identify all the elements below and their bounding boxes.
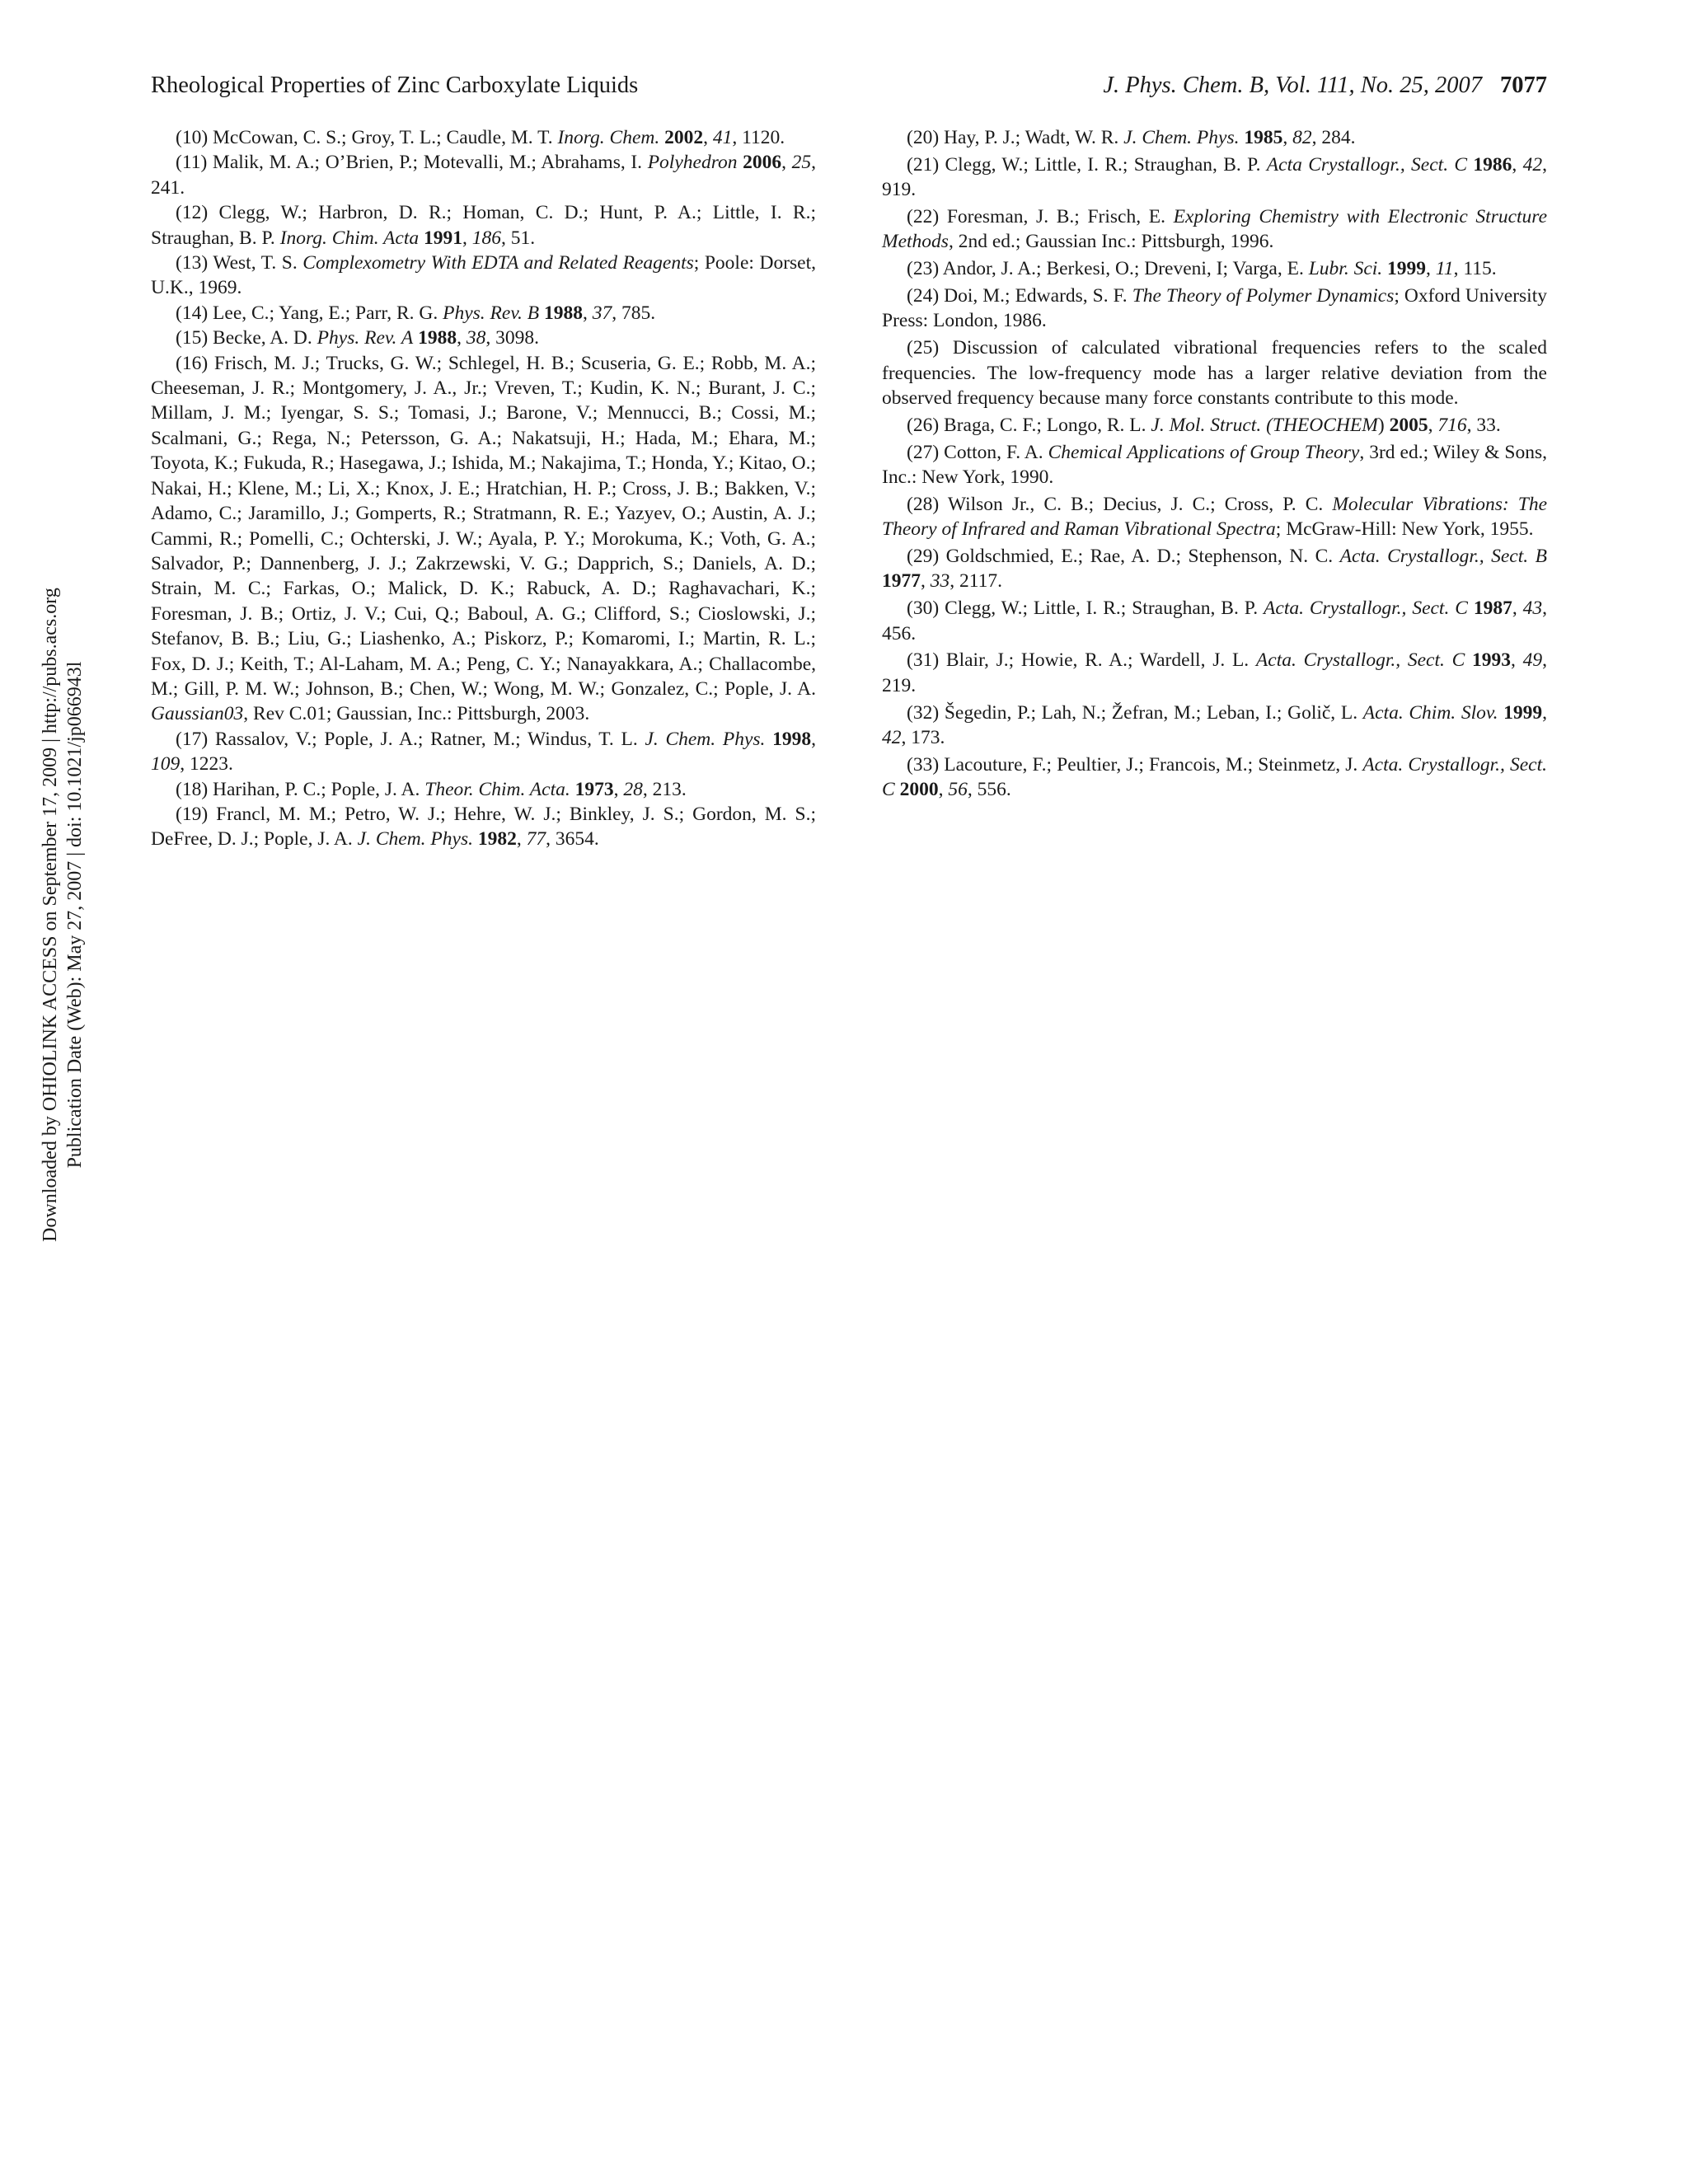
running-title: Rheological Properties of Zinc Carboxylate Liquids [151, 73, 639, 98]
reference-text: , 3rd ed.; Wiley & Sons, Inc.: New York, 1990. [882, 441, 1547, 489]
reference-text: Theor. Chim. Acta. [424, 778, 570, 800]
reference-text: , 1120. [732, 127, 785, 148]
reference-item [882, 596, 1547, 646]
reference-text: , 219. [882, 649, 1548, 696]
reference-text: , [811, 728, 817, 750]
reference-text: 1991 [423, 227, 462, 249]
reference-text: , 785. [612, 302, 656, 324]
reference-text: , 213. [642, 778, 687, 800]
reference-text: Polyhedron [647, 152, 738, 174]
reference-text: Blair, J.; Howie, R. A.; Wardell, J. L. [945, 649, 1256, 672]
reference-text: 49 [1522, 649, 1543, 672]
reference-text: Inorg. Chem. [557, 127, 660, 148]
reference-text: 1988 [418, 327, 457, 349]
reference-text: Clegg, W.; Little, I. R.; Straughan, B. P. [945, 598, 1264, 620]
reference-text: Lee, C.; Yang, E.; Parr, R. G. [213, 302, 443, 324]
reference-text: , 1223. [180, 753, 233, 776]
reference-text: , [1426, 258, 1436, 280]
reference-text: Phys. Rev. A [316, 327, 414, 349]
reference-number: (10) [176, 127, 209, 148]
reference-text: Cotton, F. A. [944, 441, 1048, 463]
reference-text: , 919. [882, 153, 1548, 201]
reference-text: , [1282, 127, 1293, 148]
reference-text: 1988 [544, 302, 584, 324]
download-line: Downloaded by OHIOLINK ACCESS on September 17, 2009 | http://pubs.acs.org [40, 588, 61, 1242]
reference-text: Exploring Chemistry with Electronic Structure Methods [882, 206, 1548, 253]
reference-number: (14) [176, 302, 209, 324]
reference-item [151, 351, 816, 727]
reference-number: (25) [907, 337, 940, 359]
reference-text: Rassalov, V.; Pople, J. A.; Ratner, M.; Windus, T. L. [214, 728, 645, 750]
reference-text: Clegg, W.; Harbron, D. R.; Homan, C. D.; Hunt, P. A.; Little, I. R.; Straughan, B. P. [151, 202, 816, 249]
reference-item [882, 752, 1547, 803]
reference-text: 716 [1437, 414, 1467, 436]
reference-text: 37 [592, 302, 612, 324]
reference-number: (32) [907, 701, 940, 724]
reference-number: (29) [907, 546, 940, 568]
reference-number: (12) [176, 202, 209, 224]
reference-text: 2006 [743, 152, 782, 174]
reference-item [882, 701, 1547, 751]
reference-text: 25 [791, 152, 812, 174]
reference-text: 1977 [882, 570, 921, 593]
reference-text: , [781, 152, 792, 174]
reference-text: Becke, A. D. [213, 327, 317, 349]
reference-item [151, 777, 816, 802]
reference-text: 33 [930, 570, 950, 593]
reference-text: , [1512, 153, 1523, 176]
reference-number: (22) [907, 206, 940, 227]
reference-text: 1999 [1503, 701, 1543, 724]
page-number: 7077 [1500, 73, 1547, 98]
reference-text: J. Chem. Phys. [645, 728, 766, 750]
reference-text: Braga, C. F.; Longo, R. L. [944, 414, 1151, 436]
reference-item [882, 544, 1547, 594]
reference-item [882, 152, 1547, 203]
reference-item [882, 440, 1547, 490]
reference-text: , [938, 779, 949, 801]
reference-text: ; Oxford University Press: London, 1986. [882, 285, 1547, 332]
reference-text: Francl, M. M.; Petro, W. J.; Hehre, W. J.; Binkley, J. S.; Gordon, M. S.; DeFree, D. J.; Pople, J. A. [151, 803, 816, 851]
reference-text: 186 [471, 227, 501, 249]
reference-text: 1985 [1244, 127, 1283, 148]
reference-text: 1982 [477, 828, 517, 851]
reference-item [882, 284, 1547, 334]
reference-text: Inorg. Chim. Acta [279, 227, 420, 249]
reference-text: Chemical Applications of Group Theory [1048, 441, 1360, 463]
reference-text: 77 [526, 828, 546, 851]
references-right-column [882, 125, 1547, 803]
reference-text [765, 729, 772, 750]
reference-text: , 2nd ed.; Gaussian Inc.: Pittsburgh, 1996. [948, 231, 1274, 253]
reference-number: (13) [176, 252, 209, 274]
reference-number: (27) [907, 441, 940, 463]
reference-text: J. Chem. Phys. [357, 828, 473, 851]
reference-item [151, 150, 816, 200]
reference-text: Foresman, J. B.; Frisch, E. [946, 206, 1174, 227]
reference-text [1465, 649, 1472, 671]
reference-text: , [457, 327, 467, 349]
reference-text: 1998 [772, 728, 812, 750]
reference-item [151, 125, 816, 150]
reference-item [882, 125, 1547, 150]
reference-item [151, 802, 816, 852]
reference-number: (19) [176, 803, 209, 825]
reference-text: , [1511, 649, 1523, 672]
reference-text: Wilson Jr., C. B.; Decius, J. C.; Cross, P. C. [947, 493, 1333, 515]
reference-text: , 3098. [485, 327, 539, 349]
reference-text: 1999 [1387, 258, 1427, 280]
reference-item [882, 335, 1547, 410]
reference-text: Acta. Chim. Slov. [1362, 701, 1498, 724]
reference-text: 1986 [1473, 153, 1512, 176]
reference-text: , 556. [967, 779, 1011, 801]
reference-text: , Rev C.01; Gaussian, Inc.: Pittsburgh, 2003. [243, 703, 590, 725]
reference-text: 43 [1522, 598, 1543, 620]
reference-text: Goldschmied, E.; Rae, A. D.; Stephenson, N. C. [945, 546, 1340, 568]
reference-text: Acta Crystallogr., Sect. C [1266, 153, 1468, 176]
reference-text: 1987 [1473, 598, 1512, 620]
reference-text: , 51. [500, 227, 536, 249]
reference-text: Lacouture, F.; Peultier, J.; Francois, M.; Steinmetz, J. [944, 753, 1363, 776]
reference-text: 28 [623, 778, 643, 800]
reference-text: Acta. Crystallogr., Sect. C [882, 753, 1548, 801]
reference-number: (23) [907, 258, 940, 280]
reference-text: ; McGraw-Hill: New York, 1955. [1275, 518, 1534, 541]
running-header [151, 69, 1547, 102]
reference-text: , [462, 227, 472, 249]
download-watermark [38, 588, 87, 1242]
reference-text: Acta. Crystallogr., Sect. B [1339, 546, 1547, 568]
references-left-column [151, 125, 816, 852]
reference-text: , [1542, 701, 1548, 724]
publication-line: Publication Date (Web): May 27, 2007 | doi: 10.1021/jp066943l [64, 661, 86, 1169]
reference-text [1468, 598, 1474, 619]
reference-number: (16) [176, 352, 209, 374]
reference-number: (17) [176, 728, 209, 750]
reference-number: (31) [907, 649, 940, 672]
reference-item [151, 727, 816, 777]
reference-text: Molecular Vibrations: The Theory of Infrared and Raman Vibrational Spectra [882, 493, 1548, 541]
reference-number: (15) [176, 327, 209, 349]
reference-text: Acta. Crystallogr., Sect. C [1255, 649, 1465, 672]
reference-text: Frisch, M. J.; Trucks, G. W.; Schlegel, H. B.; Scuseria, G. E.; Robb, M. A.; Cheeseman, J. R.; Montgomery, J. A., Jr.; Vreven, T.; Kudin, K. N.; Burant, J. C.; Millam, J. M.; Iyengar, S. S.; Tomasi, J.; Barone, V.; Mennucci, B.; Cossi, M.; Scalmani, G.; Rega, N.; Petersson, G. A.; Nakatsuji, H.; Hada, M.; Ehara, M.; Toyota, K.; Fukuda, R.; Hasegawa, J.; Ishida, M.; Nakajima, T.; Honda, Y.; Kitao, O.; Nakai, H.; Klene, M.; Li, X.; Knox, J. E.; Hratchian, H. P.; Cross, J. B.; Bakken, V.; Adamo, C.; Jaramillo, J.; Gomperts, R.; Stratmann, R. E.; Yazyev, O.; Austin, A. J.; Cammi, R.; Pomelli, C.; Ochterski, J. W.; Ayala, P. Y.; Morokuma, K.; Voth, G. A.; Salvador, P.; Dannenberg, J. J.; Zakrzewski, V. G.; Dapprich, S.; Daniels, A. D.; Strain, M. C.; Farkas, O.; Malick, D. K.; Rabuck, A. D.; Raghavachari, K.; Foresman, J. B.; Ortiz, J. V.; Cui, Q.; Baboul, A. G.; Clifford, S.; Cioslowski, J.; Stefanov, B. B.; Liu, G.; Liashenko, A.; Piskorz, P.; Komaromi, I.; Martin, R. L.; Fox, D. J.; Keith, T.; Al-Laham, M. A.; Peng, C. Y.; Nanayakkara, A.; Challacombe, M.; Gill, P. M. W.; Johnson, B.; Chen, W.; Wong, M. W.; Gonzalez, C.; Pople, J. A. [151, 352, 816, 700]
reference-text: , 241. [151, 152, 817, 199]
reference-text: , 173. [901, 727, 945, 749]
reference-text: 82 [1292, 127, 1312, 148]
reference-text: J. Mol. Struct. (THEOCHEM [1151, 414, 1378, 436]
reference-text: , [583, 302, 593, 324]
reference-text: , [1428, 414, 1438, 436]
reference-text: , [613, 778, 624, 800]
reference-text: 2002 [664, 127, 704, 148]
reference-text: 2000 [899, 779, 939, 801]
reference-text: , 284. [1311, 127, 1356, 148]
reference-text: , 33. [1466, 414, 1501, 436]
reference-text: , [703, 127, 713, 148]
reference-item [151, 200, 816, 251]
reference-text: , 3654. [546, 828, 599, 851]
reference-text: West, T. S. [213, 252, 303, 274]
reference-text: 11 [1435, 258, 1454, 280]
reference-text: J. Chem. Phys. [1123, 127, 1240, 148]
reference-text: Šegedin, P.; Lah, N.; Žefran, M.; Leban, I.; Golič, L. [944, 701, 1363, 724]
reference-text: , 456. [882, 598, 1548, 644]
reference-text: , [921, 570, 931, 593]
reference-text: 109 [151, 753, 181, 776]
reference-item [151, 251, 816, 301]
reference-text: , [516, 828, 527, 851]
reference-number: (30) [907, 598, 940, 620]
reference-text: 1973 [574, 778, 614, 800]
journal-citation [1103, 69, 1547, 102]
reference-number: (18) [176, 778, 209, 800]
reference-text: 38 [466, 327, 486, 349]
reference-item [882, 256, 1547, 281]
reference-text: , [1512, 598, 1523, 620]
reference-text: ; Poole: Dorset, U.K., 1969. [151, 252, 816, 299]
reference-text: 2005 [1389, 414, 1428, 436]
reference-number: (21) [907, 153, 940, 176]
reference-number: (33) [907, 753, 940, 776]
reference-text: 42 [882, 727, 902, 749]
reference-item [882, 648, 1547, 698]
reference-text: 1993 [1472, 649, 1512, 672]
reference-number: (11) [176, 152, 208, 174]
reference-text: Harihan, P. C.; Pople, J. A. [213, 778, 425, 800]
reference-text: 56 [948, 779, 968, 801]
reference-item [151, 326, 816, 350]
reference-number: (20) [907, 127, 940, 148]
reference-item [882, 204, 1547, 255]
reference-text: 41 [712, 127, 733, 148]
reference-item [882, 413, 1547, 438]
reference-text: Discussion of calculated vibrational frequencies refers to the scaled frequencies. The low-frequency mode has a larger relative deviation from the observed frequency because many force constants contribute to this mode. [882, 337, 1547, 410]
reference-item [151, 301, 816, 326]
reference-text: Hay, P. J.; Wadt, W. R. [944, 127, 1124, 148]
reference-text: Acta. Crystallogr., Sect. C [1264, 598, 1468, 620]
reference-text: , 2117. [950, 570, 1003, 593]
reference-text: Clegg, W.; Little, I. R.; Straughan, B. P. [945, 153, 1267, 176]
reference-text: Complexometry With EDTA and Related Reagents [302, 252, 694, 274]
reference-text: Doi, M.; Edwards, S. F. [944, 285, 1132, 307]
reference-text: The Theory of Polymer Dynamics [1132, 285, 1395, 307]
reference-text: Lubr. Sci. [1308, 258, 1383, 280]
reference-number: (28) [907, 493, 940, 515]
reference-text: Phys. Rev. B [443, 302, 540, 324]
reference-number: (24) [907, 285, 940, 307]
reference-text: Andor, J. A.; Berkesi, O.; Dreveni, I; Varga, E. [942, 258, 1309, 280]
reference-text: ) [1377, 414, 1390, 436]
reference-text: , 115. [1453, 258, 1497, 280]
reference-item [882, 492, 1547, 542]
reference-text: Malik, M. A.; O’Brien, P.; Motevalli, M.; Abrahams, I. [212, 152, 648, 174]
reference-text: Gaussian03 [151, 703, 244, 725]
reference-text: McCowan, C. S.; Groy, T. L.; Caudle, M. T. [213, 127, 558, 148]
journal-name: J. Phys. Chem. B, Vol. 111, No. 25, 2007 [1103, 73, 1482, 98]
reference-number: (26) [907, 414, 940, 436]
reference-text: 42 [1522, 153, 1543, 176]
